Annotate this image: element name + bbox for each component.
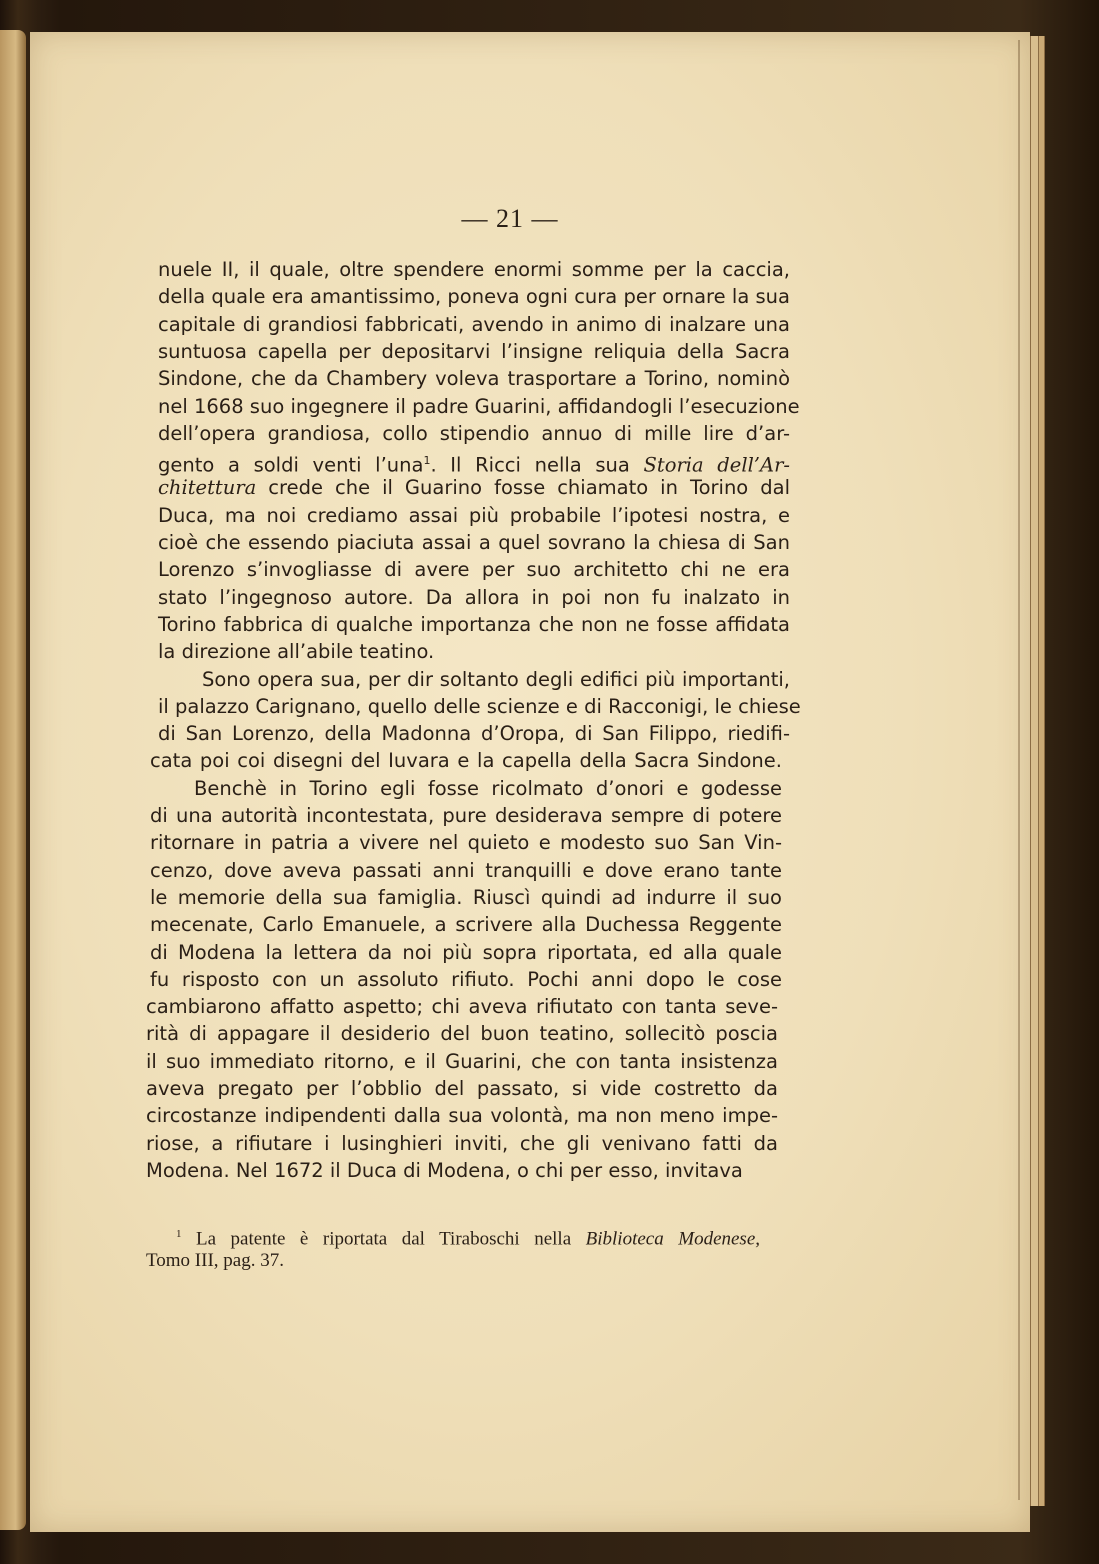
text-line: rità di appagare il desiderio del buon teatino, sollecitò poscia bbox=[146, 1022, 778, 1046]
book-page bbox=[30, 32, 1030, 1532]
facing-page-edge bbox=[0, 30, 26, 1530]
page-stack-edge bbox=[1038, 36, 1045, 1506]
text-line: di San Lorenzo, della Madonna d’Oropa, di San Filippo, riedifi- bbox=[158, 722, 790, 746]
text-line: cenzo, dove aveva passati anni tranquilli e dove erano tante bbox=[150, 858, 782, 882]
text-line: di una autorità incontestata, pure desiderava sempre di potere bbox=[150, 804, 782, 827]
text-line: cioè che essendo piaciuta assai a quel sovrano la chiesa di San bbox=[158, 531, 790, 554]
text-line: nel 1668 suo ingegnere il padre Guarini, affidandogli l’esecuzione bbox=[158, 394, 800, 418]
footnote-mark: 1 bbox=[423, 454, 431, 468]
text-line: cambiarono affatto aspetto; chi aveva rifiutato con tanta seve- bbox=[146, 995, 778, 1019]
text-line: fu risposto con un assoluto rifiuto. Pochi anni dopo le cose bbox=[150, 967, 782, 991]
text-line: il palazzo Carignano, quello delle scienze e di Racconigi, le chiese bbox=[158, 694, 801, 718]
text-line: di Modena la lettera da noi più sopra riportata, ed alla quale bbox=[150, 940, 782, 964]
text-line: cata poi coi disegni del Iuvara e la capella della Sacra Sindone. bbox=[150, 749, 782, 773]
text-line: Benchè in Torino egli fosse ricolmato d’onori e godesse bbox=[194, 776, 782, 800]
footnote-line: Tomo III, pag. 37. bbox=[146, 1250, 284, 1271]
text-line: stato l’ingegnoso autore. Da allora in poi non fu inalzato in bbox=[158, 585, 790, 609]
text-line: Sindone, che da Chambery voleva trasportare a Torino, nominò bbox=[158, 367, 790, 391]
text-line: Modena. Nel 1672 il Duca di Modena, o chi per esso, invitava bbox=[146, 1158, 743, 1182]
text-line: Lorenzo s’invogliasse di avere per suo architetto chi ne era bbox=[158, 558, 790, 582]
text-line: gento a soldi venti l’una$^1$. Il Ricci nella sua Storia dell’Ar- bbox=[158, 453, 790, 477]
text-line: Torino fabbrica di qualche importanza che non ne fosse affidata bbox=[158, 612, 790, 636]
text-line: Sono opera sua, per dir soltanto degli edifici più importanti, bbox=[202, 667, 790, 691]
text-line: riose, a rifiutare i lusinghieri inviti, che gli venivano fatti da bbox=[146, 1131, 778, 1155]
page-number: — 21 — bbox=[461, 204, 559, 233]
text-line: le memorie della sua famiglia. Riuscì quindi ad indurre il suo bbox=[150, 885, 782, 909]
footnote-line: $^1$ La patente è riportata dal Tiraboschi nella Biblioteca Modenese, bbox=[176, 1228, 761, 1250]
text-line: capitale di grandiosi fabbricati, avendo in animo di inalzare una bbox=[158, 312, 790, 336]
text-line: della quale era amantissimo, poneva ogni cura per ornare la sua bbox=[158, 285, 790, 309]
text-line: suntuosa capella per depositarvi l’insigne reliquia della Sacra bbox=[158, 339, 790, 363]
text-line: dell’opera grandiosa, collo stipendio annuo di mille lire d’ar- bbox=[158, 421, 790, 445]
page-shadow bbox=[1018, 40, 1020, 1500]
text-line: Duca, ma noi crediamo assai più probabile l’ipotesi nostra, e bbox=[158, 503, 790, 527]
text-line: circostanze indipendenti dalla sua volontà, ma non meno impe- bbox=[146, 1104, 778, 1128]
text-line: il suo immediato ritorno, e il Guarini, che con tanta insistenza bbox=[146, 1049, 778, 1073]
text-line: la direzione all’abile teatino. bbox=[158, 640, 435, 664]
page-stack-edge bbox=[1030, 36, 1039, 1506]
text-line: chitettura crede che il Guarino fosse chiamato in Torino dal bbox=[158, 476, 790, 500]
text-line: ritornare in patria a vivere nel quieto e modesto suo San Vin- bbox=[150, 831, 782, 855]
text-line: aveva pregato per l’obblio del passato, si vide costretto da bbox=[146, 1077, 778, 1100]
text-line: nuele II, il quale, oltre spendere enormi somme per la caccia, bbox=[158, 258, 790, 281]
text-line: mecenate, Carlo Emanuele, a scrivere alla Duchessa Reggente bbox=[150, 913, 782, 937]
